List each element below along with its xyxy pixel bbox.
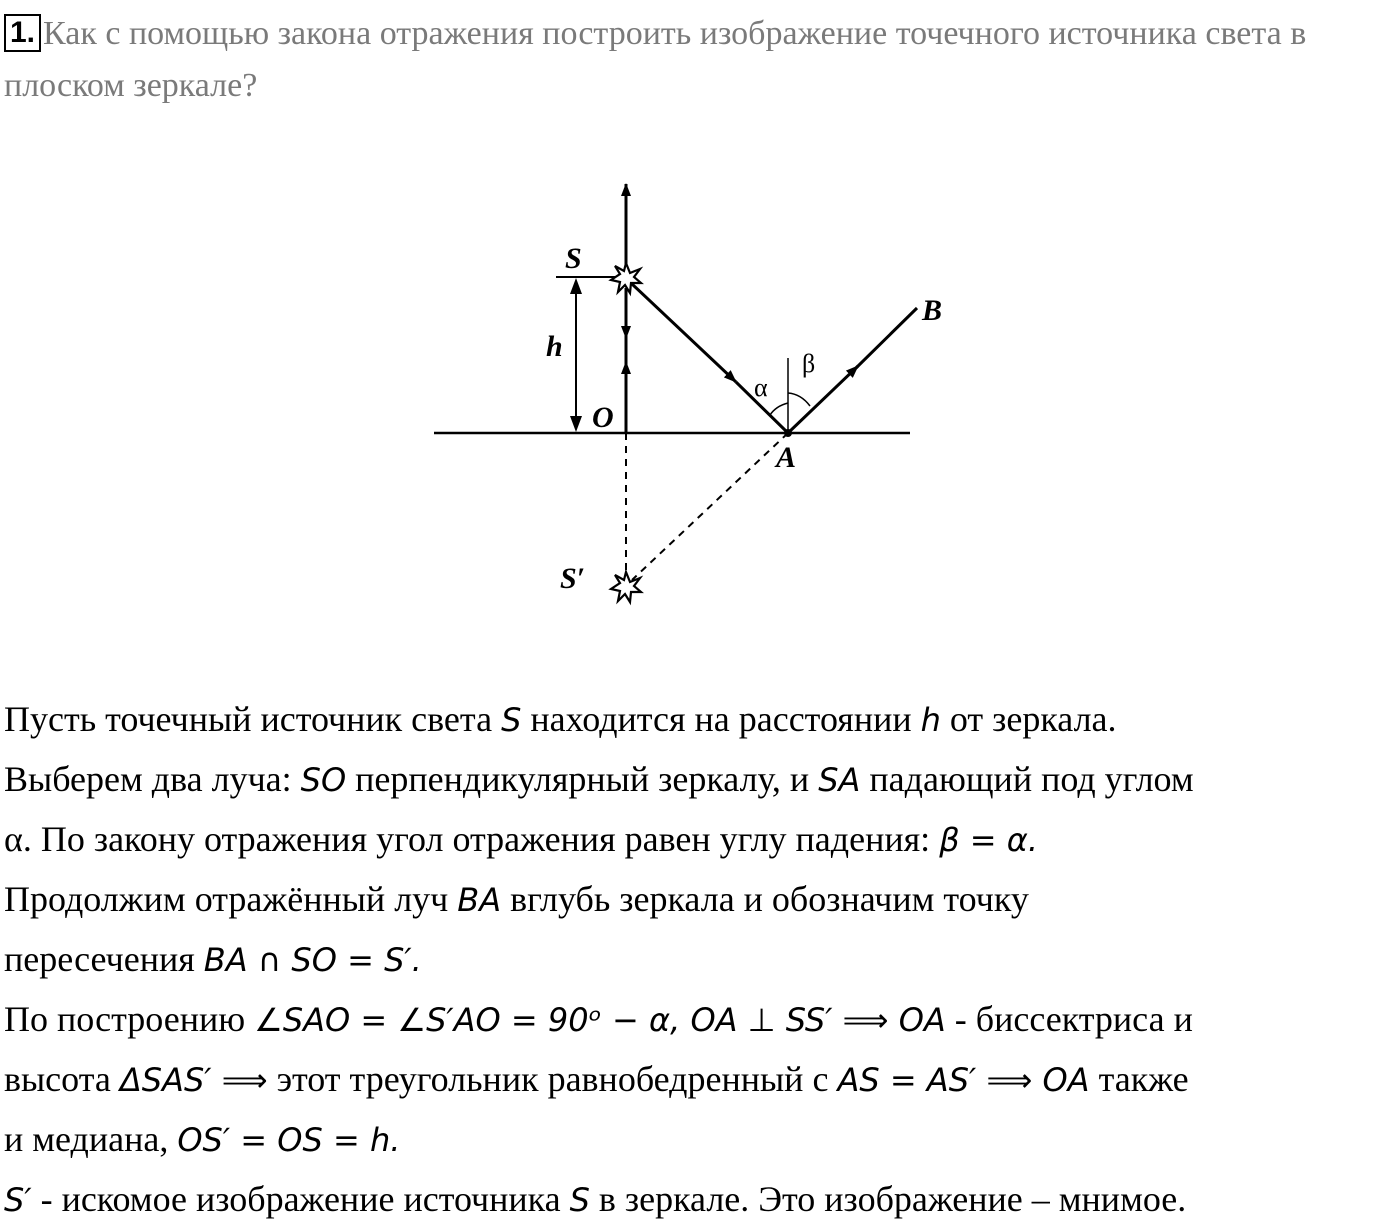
- reflection-diagram: [420, 170, 943, 620]
- answer-line: [4, 990, 1398, 1050]
- answer-line: [4, 870, 1398, 930]
- text-run: этот треугольник равнобедренный с: [267, 1059, 838, 1099]
- math-expression: SO: [300, 761, 347, 799]
- math-expression: β = α.: [939, 821, 1039, 859]
- label-b: B: [922, 294, 943, 327]
- text-run: перпендикулярный зеркалу, и: [346, 759, 819, 799]
- answer-line: [4, 750, 1398, 810]
- question-text: Как с помощью закона отражения построить изображение точечного источника света в плоском зеркале?: [4, 15, 1307, 104]
- answer-line: [4, 930, 1398, 990]
- label-o: O: [592, 401, 614, 434]
- label-a: A: [776, 441, 797, 474]
- text-run: в зеркале. Это изображение – мнимое.: [589, 1179, 1187, 1219]
- text-run: α. По закону отражения угол отражения равен углу падения:: [4, 819, 940, 859]
- math-expression: SA: [818, 761, 861, 799]
- angle-beta-arc: [788, 393, 810, 406]
- text-run: - биссектриса и: [945, 999, 1193, 1039]
- answer-line: [4, 810, 1398, 870]
- label-h: h: [546, 330, 563, 363]
- ray-a-to-b: [788, 366, 858, 433]
- dashed-ab-extension: [632, 433, 788, 580]
- angle-alpha-arc: [770, 403, 788, 415]
- math-expression: ΔSAS′ ⟹: [119, 1061, 268, 1099]
- answer-line: [4, 690, 1398, 750]
- text-run: и медиана,: [4, 1119, 178, 1159]
- text-run: падающий под углом: [860, 759, 1194, 799]
- answer-line: [4, 1170, 1398, 1230]
- answer-line: [4, 1110, 1398, 1170]
- text-run: от зеркала.: [940, 699, 1117, 739]
- math-expression: S′: [4, 1181, 32, 1219]
- point-a-dot: [784, 429, 792, 437]
- math-expression: BA ∩ SO = S′.: [203, 941, 422, 979]
- math-expression: S: [501, 701, 522, 739]
- text-run: также: [1089, 1059, 1189, 1099]
- reflection-diagram-svg: [420, 170, 943, 620]
- math-expression: OS′ = OS = h.: [177, 1121, 401, 1159]
- math-expression: h: [920, 701, 941, 739]
- text-run: высота: [4, 1059, 120, 1099]
- text-run: - искомое изображение источника: [31, 1179, 570, 1219]
- math-expression: ∠SAO = ∠S′AO = 90ᵒ − α, OA ⊥ SS′ ⟹ OA: [254, 1001, 946, 1039]
- math-expression: S: [569, 1181, 590, 1219]
- label-beta: β: [802, 349, 816, 378]
- label-s: S: [565, 242, 582, 275]
- text-run: Выберем два луча:: [4, 759, 301, 799]
- text-run: Пусть точечный источник света: [4, 699, 502, 739]
- label-alpha: α: [754, 373, 768, 402]
- math-expression: AS = AS′ ⟹ OA: [837, 1061, 1090, 1099]
- label-s-prime: S′: [560, 562, 586, 595]
- text-run: Продолжим отражённый луч: [4, 879, 458, 919]
- text-run: По построению: [4, 999, 255, 1039]
- text-run: пересечения: [4, 939, 204, 979]
- question-number: 1.: [4, 14, 41, 52]
- text-run: вглубь зеркала и обозначим точку: [501, 879, 1029, 919]
- ray-s-to-a: [632, 284, 736, 382]
- answer: [4, 690, 1398, 1230]
- text-run: находится на расстоянии: [521, 699, 921, 739]
- question: [4, 8, 1396, 112]
- answer-line: [4, 1050, 1398, 1110]
- math-expression: BA: [457, 881, 502, 919]
